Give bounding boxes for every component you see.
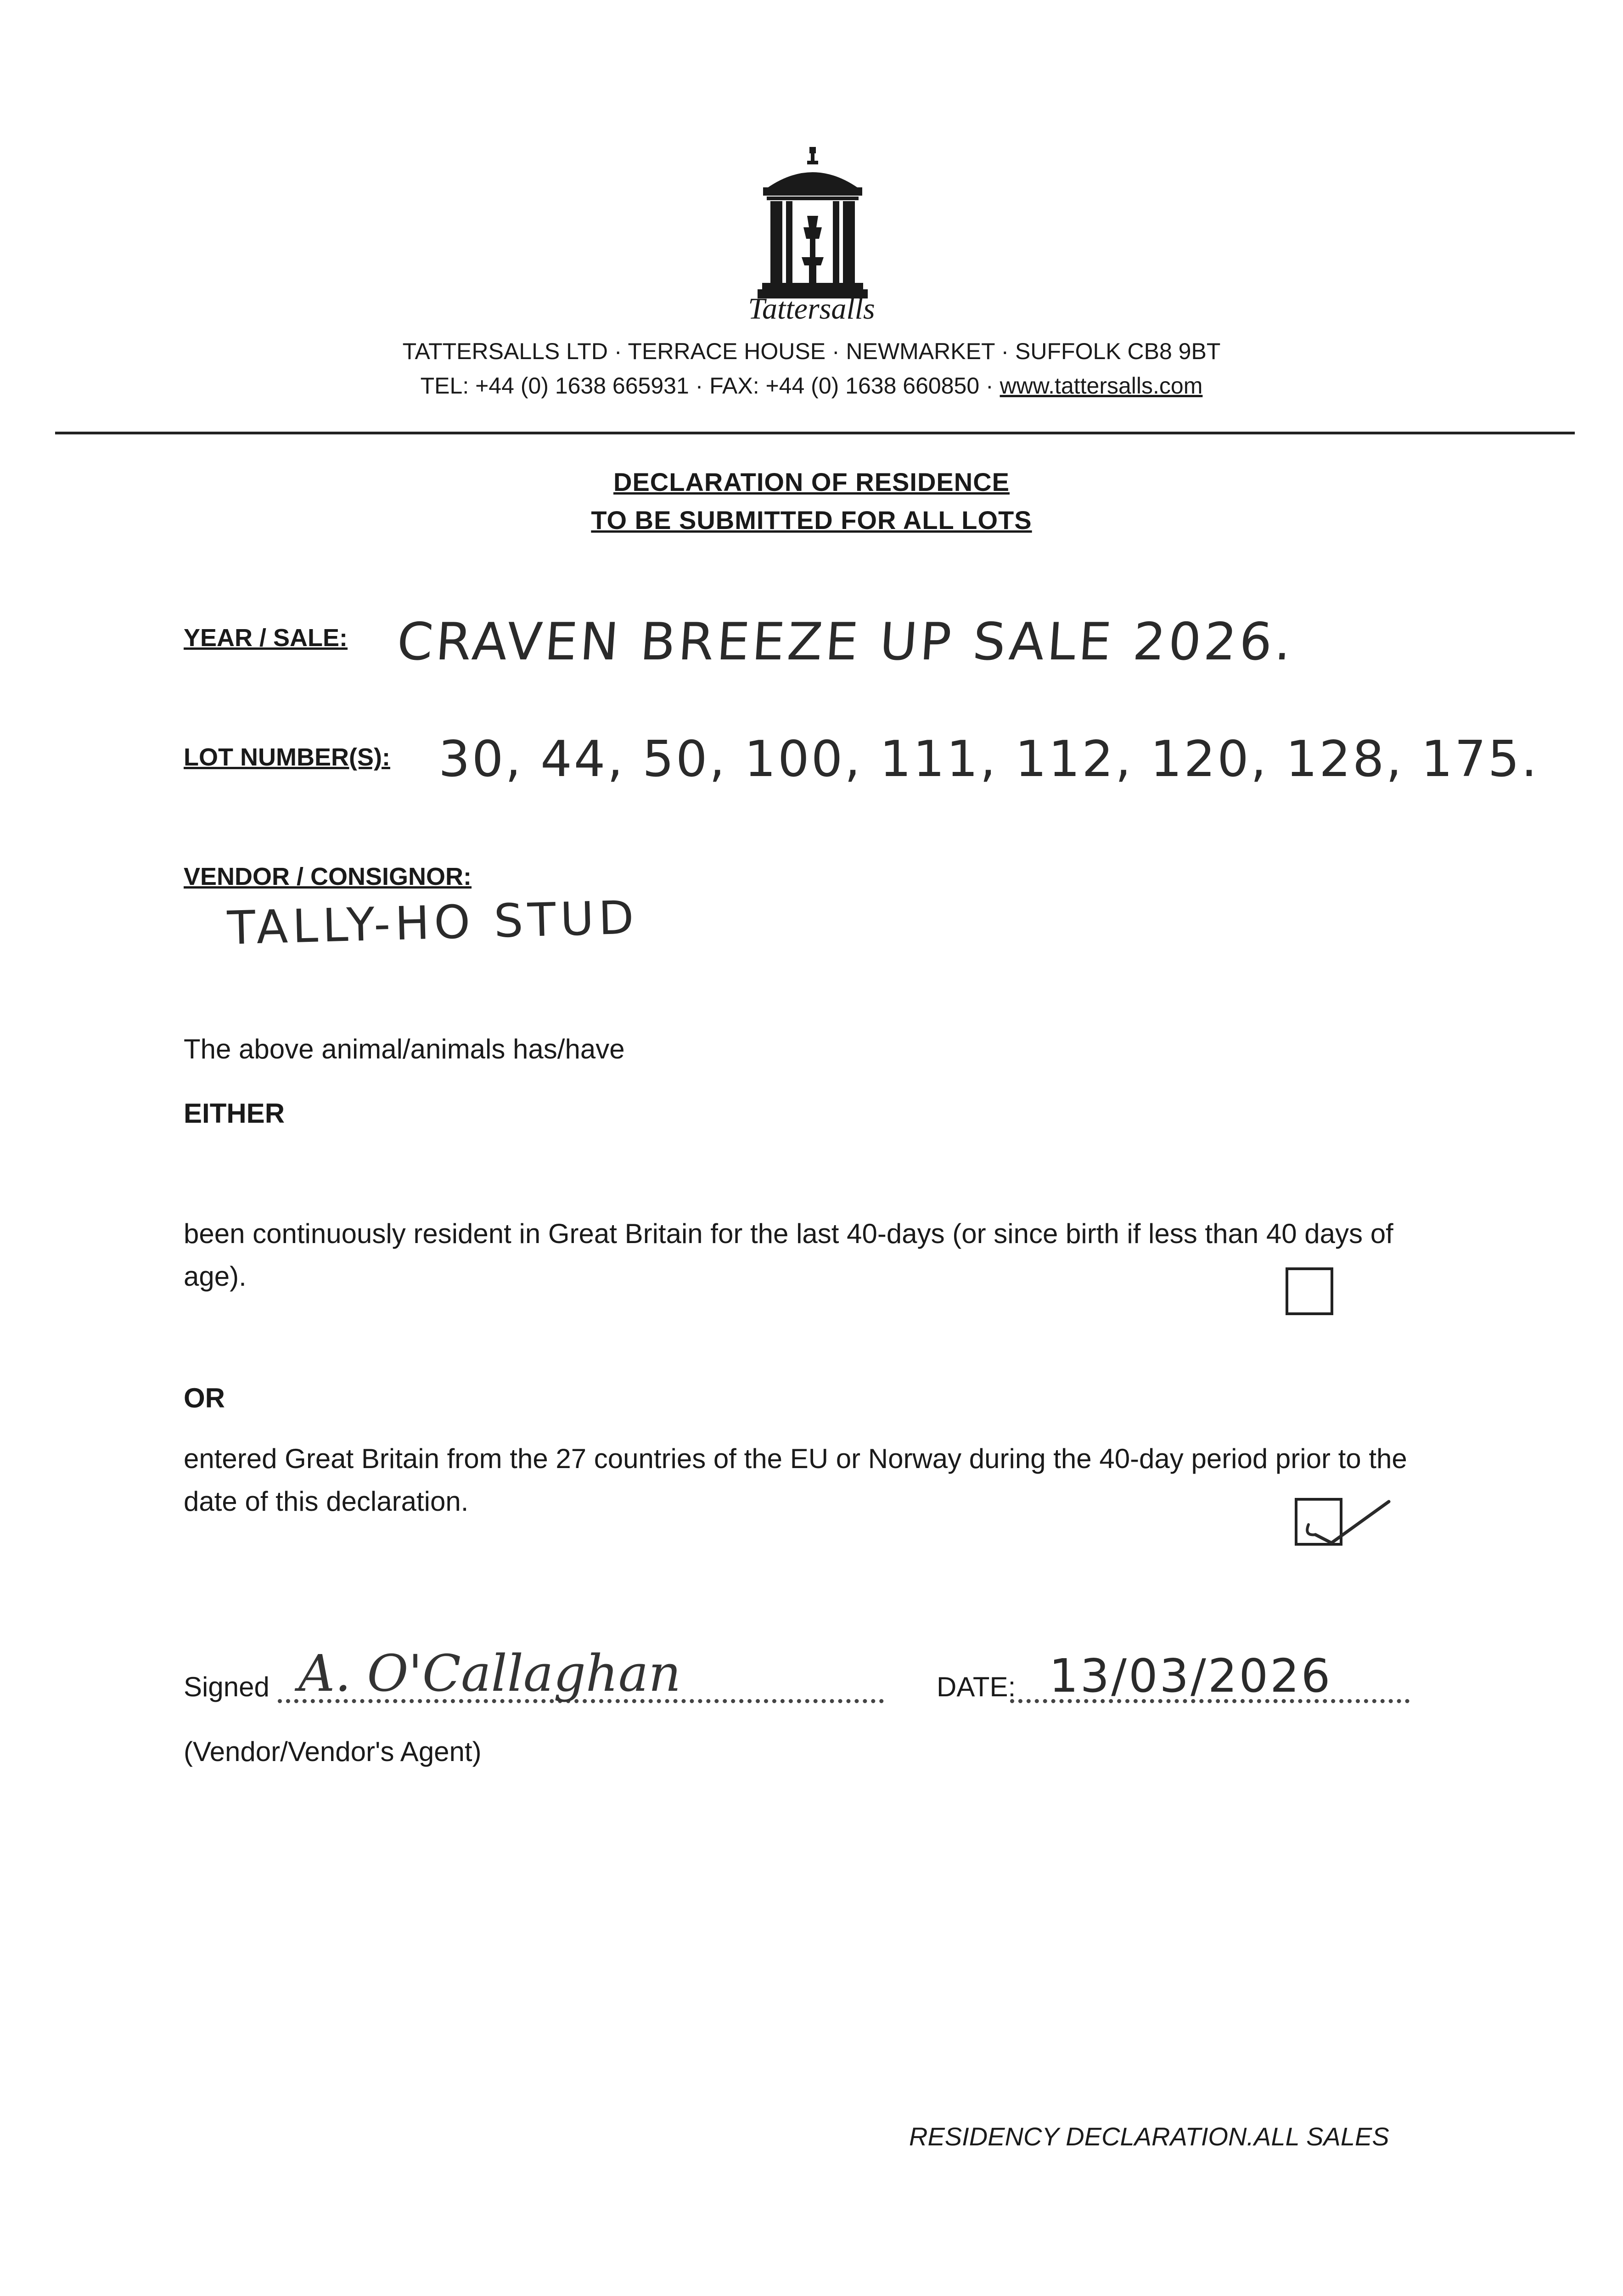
option-resident-checkbox[interactable] [1286,1267,1333,1315]
signature-value: A. O'Callaghan [298,1644,681,1703]
header-divider [55,432,1575,434]
year-sale-label: YEAR / SALE: [184,624,348,652]
website-link[interactable]: www.tattersalls.com [1000,373,1203,399]
date-value: 13/03/2026 [1049,1649,1332,1703]
vendor-label: VENDOR / CONSIGNOR: [184,863,472,890]
checkmark-icon [1295,1492,1391,1557]
tattersalls-logo [758,147,868,298]
option-entered-text: entered Great Britain from the 27 countries of the EU or Norway during the 40-day period prior to the date of this declaration. [184,1443,1407,1517]
signer-role: (Vendor/Vendor's Agent) [184,1736,482,1767]
option-resident-text: been continuously resident in Great Britain for the last 40-days (or since birth if less than 40 days of age). [184,1218,1393,1292]
company-address: TATTERSALLS LTD · TERRACE HOUSE · NEWMARKET · SUFFOLK CB8 9BT [402,338,1221,364]
footer-text: RESIDENCY DECLARATION.ALL SALES [909,2122,1389,2151]
lot-numbers-label: LOT NUMBER(S): [184,743,390,771]
vendor-value: TALLY-HO STUD [226,890,639,955]
intro-text: The above animal/animals has/have [184,1034,625,1064]
form-title: DECLARATION OF RESIDENCE [613,467,1010,496]
contact-numbers: TEL: +44 (0) 1638 665931 · FAX: +44 (0) 1638 660850 · [420,373,1000,399]
form-subtitle: TO BE SUBMITTED FOR ALL LOTS [591,506,1032,535]
brand-name: Tattersalls [748,292,875,326]
or-heading: OR [184,1383,225,1413]
year-sale-value: CRAVEN BREEZE UP SALE 2026. [395,612,1296,672]
either-heading: EITHER [184,1098,285,1129]
contact-line [0,374,1623,397]
lot-numbers-value: 30, 44, 50, 100, 111, 112, 120, 128, 175. [438,731,1539,788]
date-label: DATE: [937,1671,1016,1702]
signed-label: Signed [184,1671,270,1702]
